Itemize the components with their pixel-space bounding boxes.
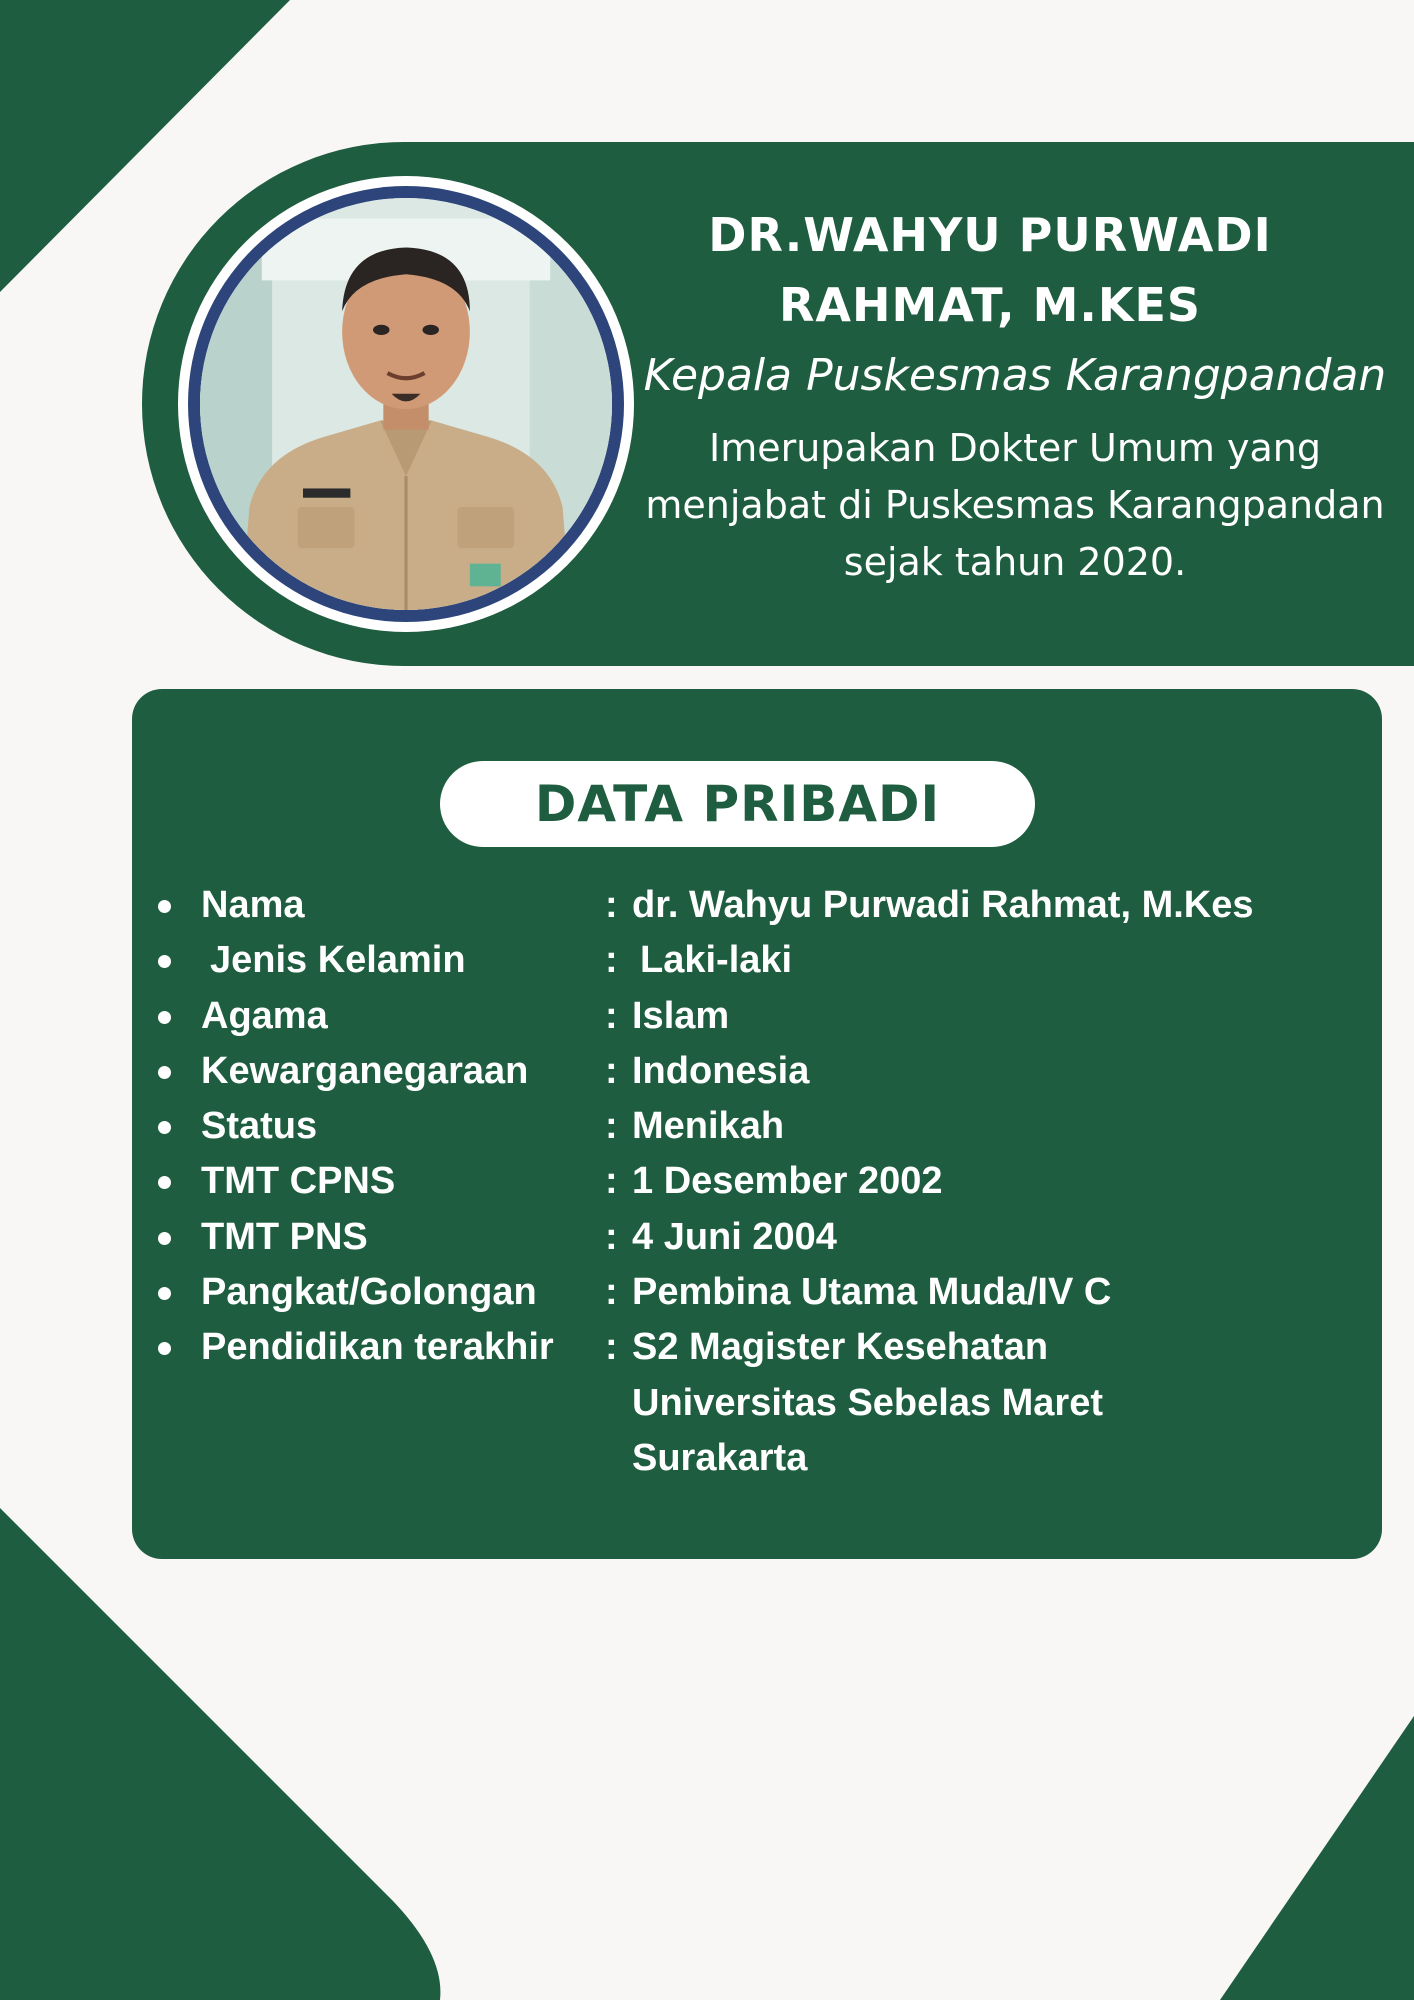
list-item-tmt-pns bbox=[150, 1210, 1350, 1265]
profile-description-line1: Imerupakan Dokter Umum yang bbox=[709, 426, 1321, 470]
field-label: Kewarganegaraan bbox=[201, 1049, 529, 1092]
field-separator: : bbox=[605, 1326, 618, 1369]
bullet-icon bbox=[158, 1176, 171, 1189]
list-item-jenis-kelamin bbox=[150, 933, 1350, 988]
field-value: Indonesia bbox=[632, 1049, 810, 1092]
field-value: Menikah bbox=[632, 1105, 785, 1148]
profile-photo-illustration bbox=[200, 198, 612, 610]
field-label: Agama bbox=[201, 994, 328, 1037]
field-value: Islam bbox=[632, 994, 730, 1037]
field-label: Jenis Kelamin bbox=[210, 939, 466, 982]
profile-photo bbox=[200, 198, 612, 610]
list-item-status bbox=[150, 1099, 1350, 1154]
field-separator: : bbox=[605, 1215, 618, 1258]
field-label: Pangkat/Golongan bbox=[201, 1271, 537, 1314]
field-label: TMT CPNS bbox=[201, 1160, 396, 1203]
profile-name bbox=[640, 200, 1340, 340]
bottom-right-triangle bbox=[1220, 1716, 1414, 2000]
list-item-nama bbox=[150, 878, 1350, 933]
list-item-tmt-cpns bbox=[150, 1154, 1350, 1209]
field-separator: : bbox=[605, 939, 618, 982]
field-value-line: Surakarta bbox=[632, 1436, 808, 1479]
field-value: Pembina Utama Muda/IV C bbox=[632, 1271, 1112, 1314]
list-item-pangkat-golongan bbox=[150, 1265, 1350, 1320]
field-value-line: S2 Magister Kesehatan bbox=[632, 1326, 1049, 1369]
bullet-icon bbox=[158, 955, 171, 968]
profile-photo-frame bbox=[178, 176, 634, 632]
field-label: TMT PNS bbox=[201, 1215, 368, 1258]
field-value: 1 Desember 2002 bbox=[632, 1160, 943, 1203]
bullet-icon bbox=[158, 1066, 171, 1079]
list-item-pendidikan-terakhir bbox=[150, 1320, 1350, 1486]
field-label: Status bbox=[201, 1105, 318, 1148]
profile-description-line3: sejak tahun 2020. bbox=[843, 540, 1187, 584]
profile-position: Kepala Puskesmas Karangpandan bbox=[643, 350, 1387, 401]
bullet-icon bbox=[158, 1011, 171, 1024]
profile-name-line1: DR.WAHYU PURWADI bbox=[708, 208, 1272, 262]
field-value bbox=[632, 1320, 1350, 1486]
field-label: Nama bbox=[201, 884, 305, 926]
personal-data-list bbox=[150, 878, 1350, 1486]
field-value: Laki-laki bbox=[640, 939, 793, 982]
profile-description bbox=[640, 420, 1390, 591]
list-item-kewarganegaraan bbox=[150, 1044, 1350, 1099]
bottom-left-shape bbox=[0, 1508, 440, 2000]
field-separator: : bbox=[605, 994, 618, 1037]
bullet-icon bbox=[158, 1232, 171, 1245]
field-separator: : bbox=[605, 1049, 618, 1092]
bullet-icon bbox=[158, 1121, 171, 1134]
section-title: DATA PRIBADI bbox=[440, 761, 1035, 847]
field-separator: : bbox=[605, 1105, 618, 1148]
bullet-icon bbox=[158, 1287, 171, 1300]
field-value-line: Universitas Sebelas Maret bbox=[632, 1381, 1104, 1424]
field-value: 4 Juni 2004 bbox=[632, 1215, 837, 1258]
profile-description-line2: menjabat di Puskesmas Karangpandan bbox=[645, 483, 1385, 527]
field-value: dr. Wahyu Purwadi Rahmat, M.Kes bbox=[632, 884, 1254, 926]
field-label: Pendidikan terakhir bbox=[201, 1326, 554, 1369]
bullet-icon bbox=[158, 1342, 171, 1355]
field-separator: : bbox=[605, 1160, 618, 1203]
field-separator: : bbox=[605, 1271, 618, 1314]
list-item-agama bbox=[150, 989, 1350, 1044]
bullet-icon bbox=[158, 900, 171, 913]
profile-name-line2: RAHMAT, M.KES bbox=[778, 278, 1202, 332]
field-separator: : bbox=[605, 884, 618, 926]
